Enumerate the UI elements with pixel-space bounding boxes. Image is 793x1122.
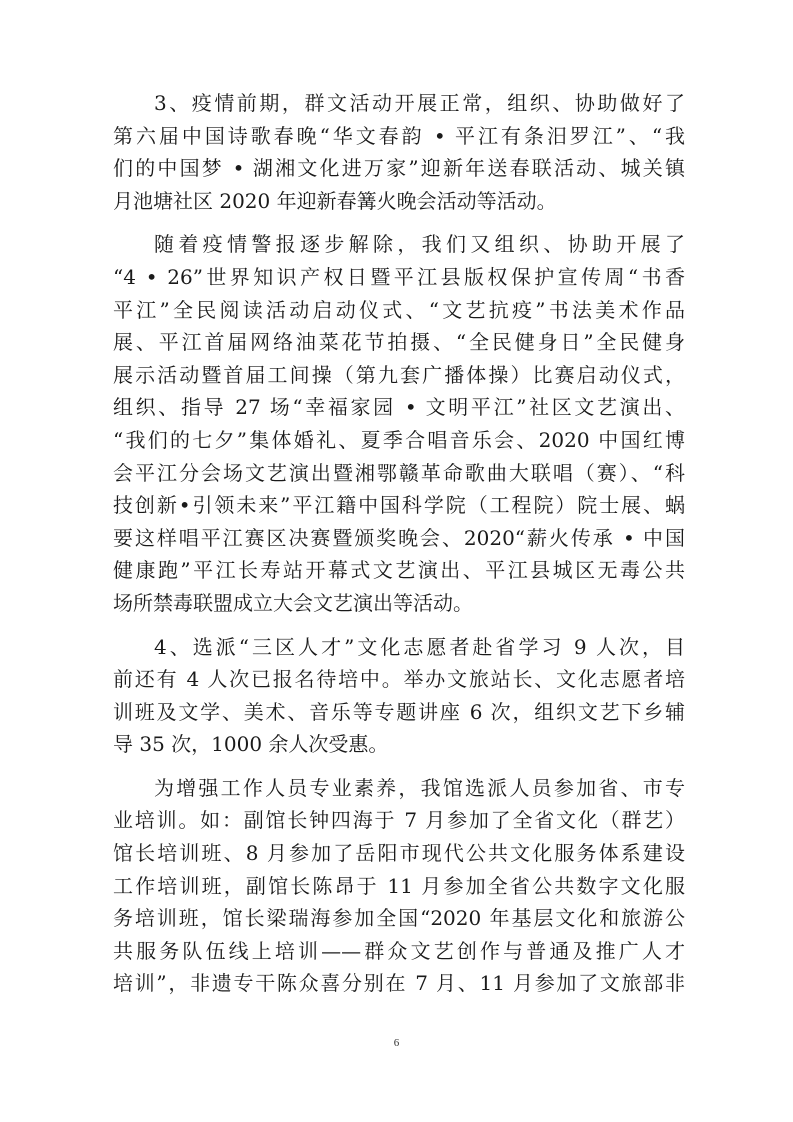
text-line: 组织、指导 27 场“幸福家园 • 文明平江”社区文艺演出、 — [113, 395, 685, 420]
text-line: 月池塘社区 2020 年迎新春篝火晚会活动等活动。 — [113, 188, 557, 213]
paragraph-4 — [113, 772, 685, 1000]
page-number: 6 — [393, 1037, 400, 1049]
text-line: 4、选派“三区人才”文化志愿者赴省学习 9 人次，目 — [154, 634, 685, 659]
text-line: 展示活动暨首届工间操（第九套广播体操）比赛启动仪式， — [113, 362, 685, 387]
text-line: 们的中国梦 • 湖湘文化进万家”迎新年送春联活动、城关镇 — [113, 156, 685, 181]
text-line: 展、平江首届网络油菜花节拍摄、“全民健身日”全民健身 — [113, 330, 685, 355]
text-line: 工作培训班，副馆长陈昂于 11 月参加全省公共数字文化服 — [113, 873, 685, 898]
paragraph-gap — [113, 620, 685, 631]
text-line: 技创新•引领未来”平江籍中国科学院（工程院）院士展、蜗 — [113, 493, 685, 518]
text-line: 前还有 4 人次已报名待培中。举办文旅站长、文化志愿者培 — [113, 667, 685, 692]
paragraph-gap — [113, 217, 685, 228]
text-line: 业培训。如：副馆长钟四海于 7 月参加了全省文化（群艺） — [113, 808, 685, 833]
text-line: 训班及文学、美术、音乐等专题讲座 6 次，组织文艺下乡辅 — [113, 699, 685, 724]
text-line: 为增强工作人员专业素养，我馆选派人员参加省、市专 — [154, 775, 685, 800]
text-line: 3、疫情前期，群文活动开展正常，组织、协助做好了 — [154, 91, 685, 115]
text-line: 健康跑”平江长寿站开幕式文艺演出、平江县城区无毒公共 — [113, 558, 685, 583]
text-line: 培训”，非遗专干陈众喜分别在 7 月、11 月参加了文旅部非 — [113, 971, 685, 996]
paragraph-gap — [113, 761, 685, 772]
text-line: 共服务队伍线上培训——群众文艺创作与普通及推广人才 — [113, 938, 685, 963]
text-line: 第六届中国诗歌春晚“华文春韵 • 平江有条汨罗江”、“我 — [113, 123, 685, 148]
paragraph-1 — [113, 87, 685, 217]
text-line: 务培训班，馆长梁瑞海参加全国“2020 年基层文化和旅游公 — [113, 906, 685, 931]
text-line: 要这样唱平江赛区决赛暨颁奖晚会、2020“薪火传承 • 中国 — [113, 525, 685, 550]
text-line: 随着疫情警报逐步解除，我们又组织、协助开展了 — [154, 232, 685, 257]
text-line: 导 35 次，1000 余人次受惠。 — [113, 732, 389, 757]
text-line: 馆长培训班、8 月参加了岳阳市现代公共文化服务体系建设 — [113, 841, 685, 866]
text-line: “4 • 26”世界知识产权日暨平江县版权保护宣传周“书香 — [113, 264, 685, 289]
paragraph-2 — [113, 228, 685, 619]
paragraph-3 — [113, 631, 685, 761]
text-line: 平江”全民阅读活动启动仪式、“文艺抗疫”书法美术作品 — [113, 297, 685, 322]
text-line: 会平江分会场文艺演出暨湘鄂赣革命歌曲大联唱（赛）、“科 — [113, 460, 685, 485]
body-text — [113, 87, 685, 1000]
text-line: 场所禁毒联盟成立大会文艺演出等活动。 — [113, 590, 473, 615]
text-line: “我们的七夕”集体婚礼、夏季合唱音乐会、2020 中国红博 — [113, 427, 685, 452]
